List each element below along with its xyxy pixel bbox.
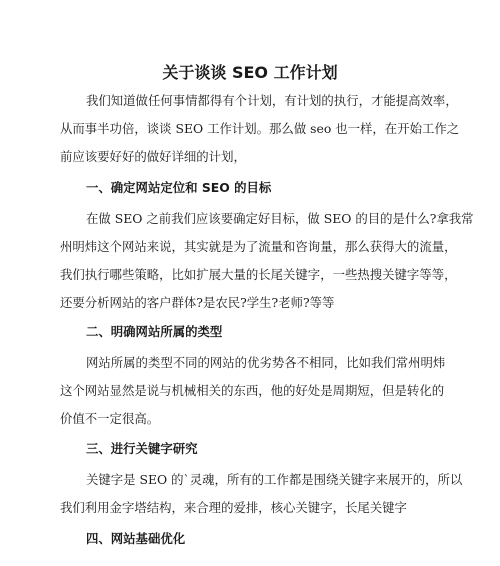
section-1-line-3: 我们执行哪些策略，比如扩展大量的长尾关键字，一些热搜关键字等等， xyxy=(60,267,457,282)
section-2-line-2: 这个网站显然是说与机械相关的东西，他的好处是周期短，但是转化的 xyxy=(60,383,445,398)
section-1-heading: 一、确定网站定位和 SEO 的目标 xyxy=(86,180,272,195)
section-4-heading: 四、网站基础优化 xyxy=(86,531,186,546)
intro-line-3: 前应该要好好的做好详细的计划， xyxy=(60,149,246,164)
section-2-line-1: 网站所属的类型不同的网站的优劣势各不相同，比如我们常州明炜 xyxy=(86,355,446,370)
intro-line-1: 我们知道做任何事情都得有个计划，有计划的执行，才能提高效率， xyxy=(86,93,458,108)
section-3-line-2: 我们利用金字塔结构，来合理的爱排，核心关键字，长尾关键字 xyxy=(60,500,407,515)
intro-line-2: 从而事半功倍，谈谈 SEO 工作计划。那么做 seo 也一样，在开始工作之 xyxy=(60,121,460,136)
section-3-heading: 三、进行关键字研究 xyxy=(86,441,198,456)
section-2-heading: 二、明确网站所属的类型 xyxy=(86,324,223,339)
section-3-line-1: 关键字是 SEO 的`灵魂，所有的工作都是围绕关键字来展开的，所以 xyxy=(86,472,463,487)
document-title: 关于谈谈 SEO 工作计划 xyxy=(162,63,338,82)
section-1-line-4: 还要分析网站的客户群体?是农民?学生?老师?等等 xyxy=(60,295,335,310)
section-2-line-3: 价值不一定很高。 xyxy=(60,411,160,426)
section-1-line-1: 在做 SEO 之前我们应该要确定好目标，做 SEO 的目的是什么?拿我常 xyxy=(86,211,474,226)
section-1-line-2: 州明炜这个网站来说，其实就是为了流量和咨询量，那么获得大的流量， xyxy=(60,239,457,254)
